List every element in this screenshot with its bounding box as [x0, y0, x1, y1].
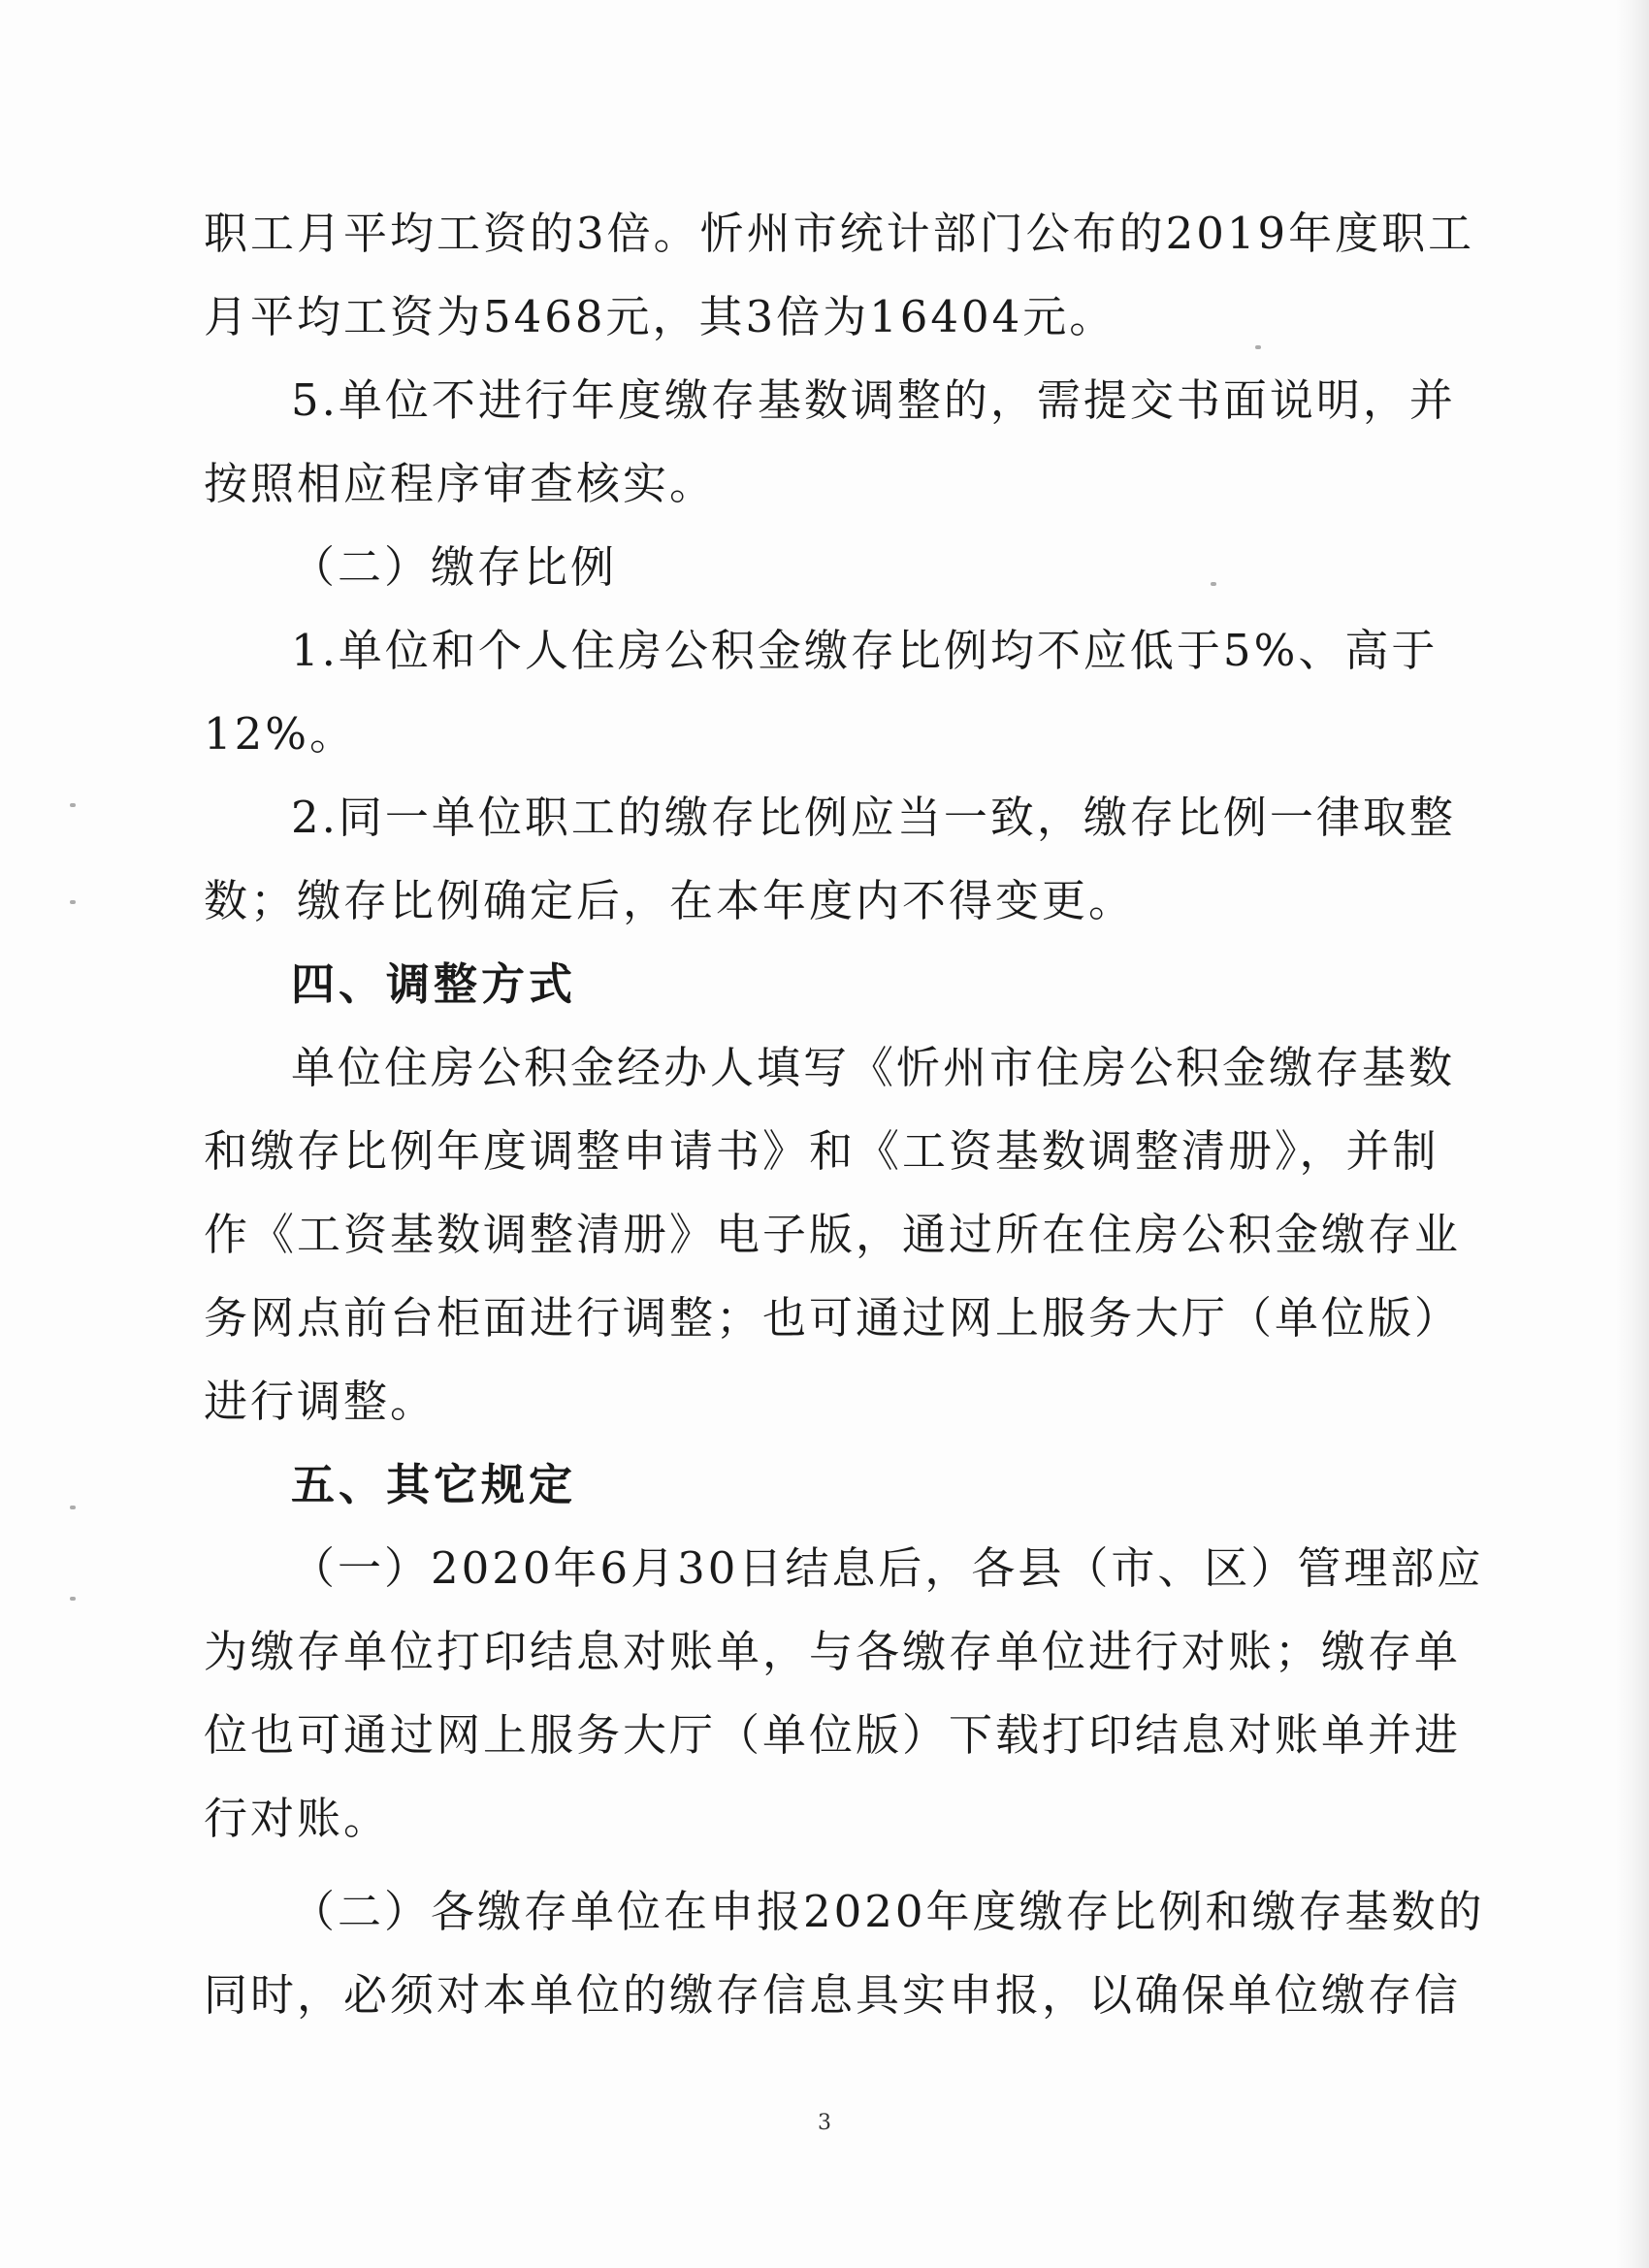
text-line: 进行调整。 — [204, 1376, 437, 1427]
scan-edge-shadow — [1616, 0, 1649, 2268]
text-line: 2.同一单位职工的缴存比例应当一致，缴存比例一律取整 — [291, 792, 1456, 843]
scan-speck — [1255, 345, 1261, 349]
text-line: 1.单位和个人住房公积金缴存比例均不应低于5%、高于 — [291, 625, 1439, 676]
scan-speck — [70, 900, 76, 904]
text-line: 作《工资基数调整清册》电子版，通过所在住房公积金缴存业 — [204, 1209, 1462, 1260]
text-line: （一）2020年6月30日结息后，各县（市、区）管理部应 — [291, 1542, 1484, 1594]
scan-speck — [1211, 582, 1216, 586]
text-line: 同时，必须对本单位的缴存信息具实申报，以确保单位缴存信 — [204, 1969, 1462, 2021]
section-heading: 五、其它规定 — [291, 1459, 577, 1510]
scan-speck — [70, 1597, 76, 1601]
text-line: 12%。 — [204, 708, 357, 760]
text-line: 5.单位不进行年度缴存基数调整的，需提交书面说明，并 — [291, 374, 1456, 426]
text-line: （二）各缴存单位在申报2020年度缴存比例和缴存基数的 — [291, 1886, 1485, 1937]
page-number: 3 — [818, 2111, 831, 2135]
text-line: 位也可通过网上服务大厅（单位版）下载打印结息对账单并进 — [204, 1709, 1462, 1761]
text-line: 行对账。 — [204, 1793, 391, 1844]
text-line: 单位住房公积金经办人填写《忻州市住房公积金缴存基数 — [291, 1042, 1456, 1093]
text-line: 务网点前台柜面进行调整；也可通过网上服务大厅（单位版） — [204, 1292, 1462, 1344]
text-line: 为缴存单位打印结息对账单，与各缴存单位进行对账；缴存单 — [204, 1626, 1462, 1677]
scan-speck — [70, 1506, 76, 1509]
text-line: 和缴存比例年度调整申请书》和《工资基数调整清册》，并制 — [204, 1125, 1439, 1177]
text-line: 按照相应程序审查核实。 — [204, 458, 717, 509]
section-subheading: （二）缴存比例 — [291, 541, 618, 593]
section-heading: 四、调整方式 — [291, 958, 577, 1010]
text-line: 月平均工资为5468元，其3倍为16404元。 — [204, 291, 1116, 342]
text-line: 数；缴存比例确定后，在本年度内不得变更。 — [204, 875, 1136, 926]
scan-speck — [70, 803, 76, 807]
text-line: 职工月平均工资的3倍。忻州市统计部门公布的2019年度职工 — [204, 208, 1475, 259]
